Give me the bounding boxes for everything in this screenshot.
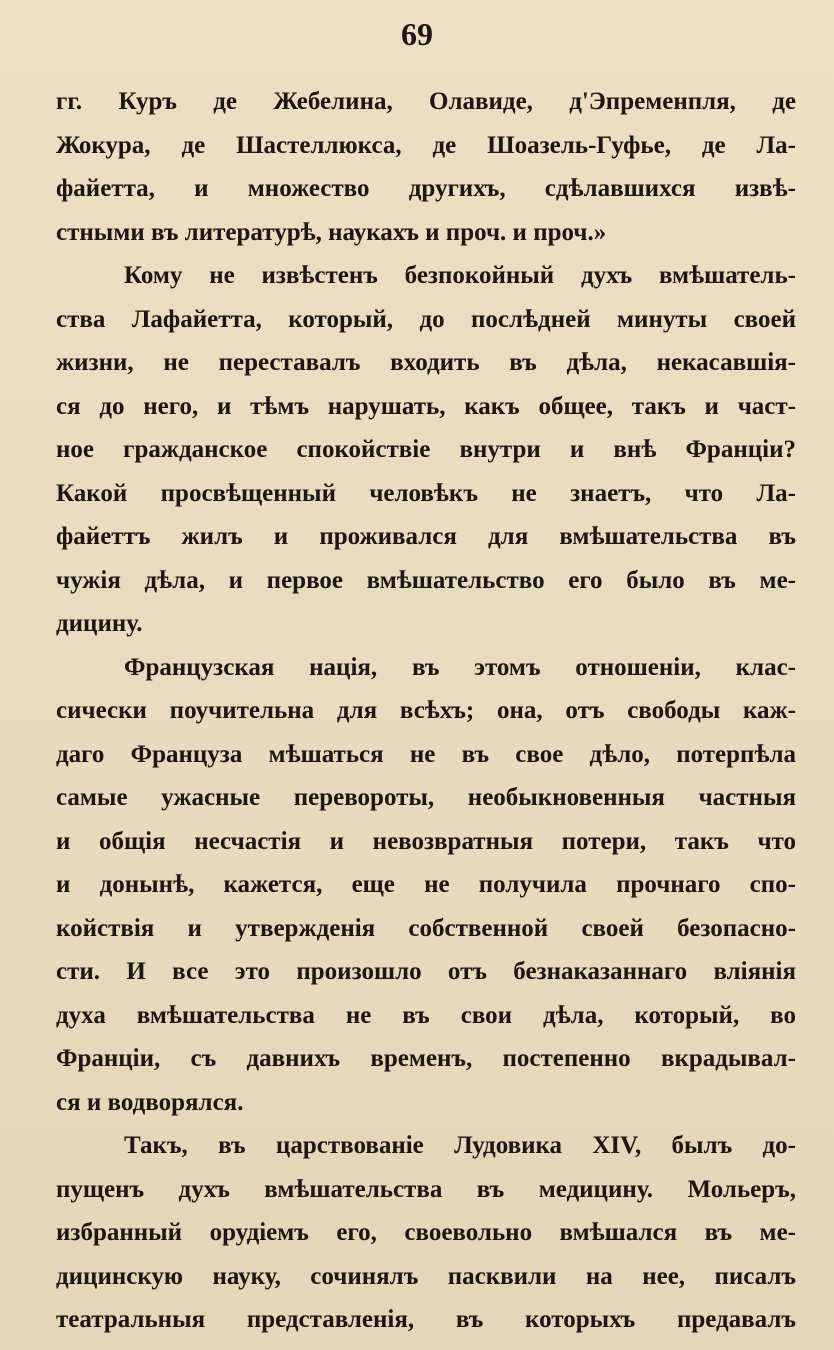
text-line: театральныя представленія, въ которыхъ предавалъ xyxy=(56,1306,796,1333)
text-line: сти. И все это произошло отъ безнаказаннаго вліянія xyxy=(56,958,796,985)
text-line: Франціи, съ давнихъ временъ, постепенно вкрадывал- xyxy=(56,1045,796,1072)
text-line: ся и водворялся. xyxy=(56,1088,244,1116)
page-number: 69 xyxy=(401,16,433,52)
text-line: ное гражданское спокойствіе внутри и внѣ Франціи? xyxy=(56,436,796,463)
text-line: ся до него, и тѣмъ нарушать, какъ общее, такъ и част- xyxy=(56,392,796,420)
text-line: и общія несчастія и невозвратныя потери, такъ что xyxy=(56,827,796,855)
text-line: жизни, не переставалъ входить въ дѣла, некасавшія- xyxy=(56,349,796,376)
text-line: пущенъ духъ вмѣшательства въ медицину. Мольеръ, xyxy=(56,1175,796,1203)
text-line: духа вмѣшательства не въ свои дѣла, который, во xyxy=(56,1001,796,1029)
text-line: даго Француза мѣшаться не въ свое дѣло, потерпѣла xyxy=(56,740,796,768)
paragraph-start-line: Такъ, въ царствованіе Лудовика XIV, былъ до- xyxy=(124,1132,796,1159)
text-line: самые ужасные перевороты, необыкновенныя частныя xyxy=(56,784,796,811)
text-line: файетта, и множество другихъ, сдѣлавшихся извѣ- xyxy=(56,175,796,202)
text-line: и донынѣ, кажется, еще не получила прочнаго спо- xyxy=(56,871,796,898)
paragraph-start-line: Французская нація, въ этомъ отношеніи, клас- xyxy=(124,653,796,681)
text-line: избранный орудіемъ его, своевольно вмѣшался въ ме- xyxy=(56,1219,796,1246)
text-line: стными въ литературѣ, наукахъ и проч. и проч.» xyxy=(56,218,607,246)
text-line: дицину. xyxy=(56,610,143,637)
text-line: файеттъ жилъ и проживался для вмѣшательства въ xyxy=(56,523,796,550)
text-line: дицинскую науку, сочинялъ пасквили на нее, писалъ xyxy=(56,1262,796,1290)
text-line: гг. Куръ де Жебелина, Олавиде, д'Эпременпля, де xyxy=(56,88,796,115)
text-line: койствія и утвержденія собственной своей безопасно- xyxy=(56,914,796,942)
text-line: чужія дѣла, и первое вмѣшательство его было въ ме- xyxy=(56,566,796,594)
text-line: ства Лафайетта, который, до послѣдней минуты своей xyxy=(56,305,796,333)
body-text xyxy=(56,80,796,1342)
paragraph-start-line: Кому не извѣстенъ безпокойный духъ вмѣшатель- xyxy=(124,262,796,289)
text-line: Какой просвѣщенный человѣкъ не знаетъ, что Ла- xyxy=(56,479,796,507)
text-line: Жокура, де Шастеллюкса, де Шоазель-Гуфье, де Ла- xyxy=(56,131,796,159)
text-line: сически поучительна для всѣхъ; она, отъ свободы каж- xyxy=(56,697,796,724)
